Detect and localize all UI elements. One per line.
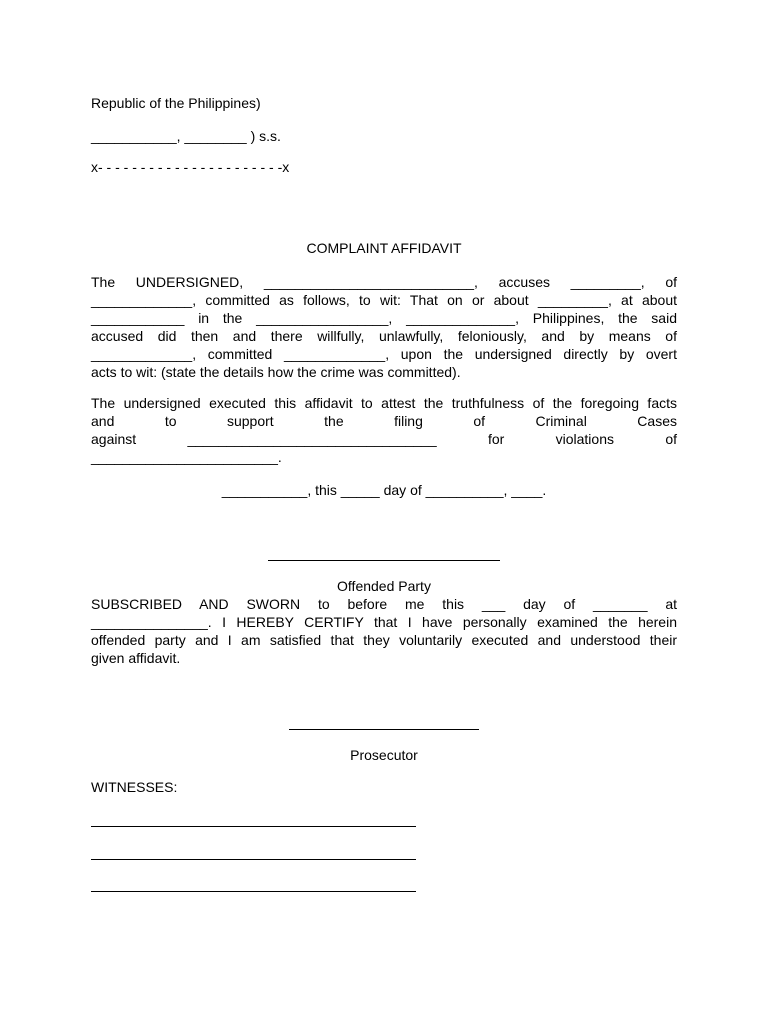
purpose-line: The undersigned executed this affidavit to attest the truthfulness of the foregoing facts	[91, 395, 677, 411]
complaint-paragraph	[91, 273, 677, 381]
complaint-line: _____________, committed as follows, to wit: That on or about _________, at about	[91, 292, 677, 308]
purpose-line: ________________________.	[91, 449, 282, 465]
witness-signature-line	[91, 891, 416, 892]
witnesses-label: WITNESSES:	[91, 779, 178, 795]
jurat-line: given affidavit.	[91, 650, 181, 666]
complaint-line: _____________, committed _____________, upon the undersigned directly by overt	[91, 346, 677, 362]
complaint-line: The UNDERSIGNED, ___________________________, accuses _________, of	[91, 274, 677, 290]
purpose-line: and to support the filing of Criminal Cases	[91, 413, 677, 429]
complaint-line: ____________ in the _________________, ______________, Philippines, the said	[91, 310, 677, 326]
venue-line: ___________, ________ ) s.s.	[91, 128, 281, 144]
republic-header: Republic of the Philippines)	[91, 95, 261, 111]
prosecutor-signature-line	[289, 729, 479, 730]
witness-signature-line	[91, 826, 416, 827]
jurat-line: offended party and I am satisfied that they voluntarily executed and understood their	[91, 632, 677, 648]
witness-signature-line	[91, 859, 416, 860]
purpose-paragraph	[91, 394, 677, 466]
prosecutor-label: Prosecutor	[350, 747, 418, 763]
jurat-paragraph	[91, 595, 677, 667]
jurat-line: SUBSCRIBED AND SWORN to before me this ___ day of _______ at	[91, 596, 677, 612]
complaint-line: accused did then and there willfully, unlawfully, feloniously, and by means of	[91, 328, 677, 344]
document-title: COMPLAINT AFFIDAVIT	[306, 240, 462, 256]
complaint-line: acts to wit: (state the details how the crime was committed).	[91, 364, 461, 380]
date-line: ___________, this _____ day of __________, ____.	[221, 482, 547, 498]
offended-party-label: Offended Party	[337, 578, 431, 594]
jurat-line: _______________. I HEREBY CERTIFY that I have personally examined the herein	[91, 614, 677, 630]
offended-party-signature-line	[268, 560, 500, 561]
purpose-line: against ________________________________ for violations of	[91, 431, 677, 447]
separator-line: x- - - - - - - - - - - - - - - - - - - - - -x	[91, 159, 290, 175]
